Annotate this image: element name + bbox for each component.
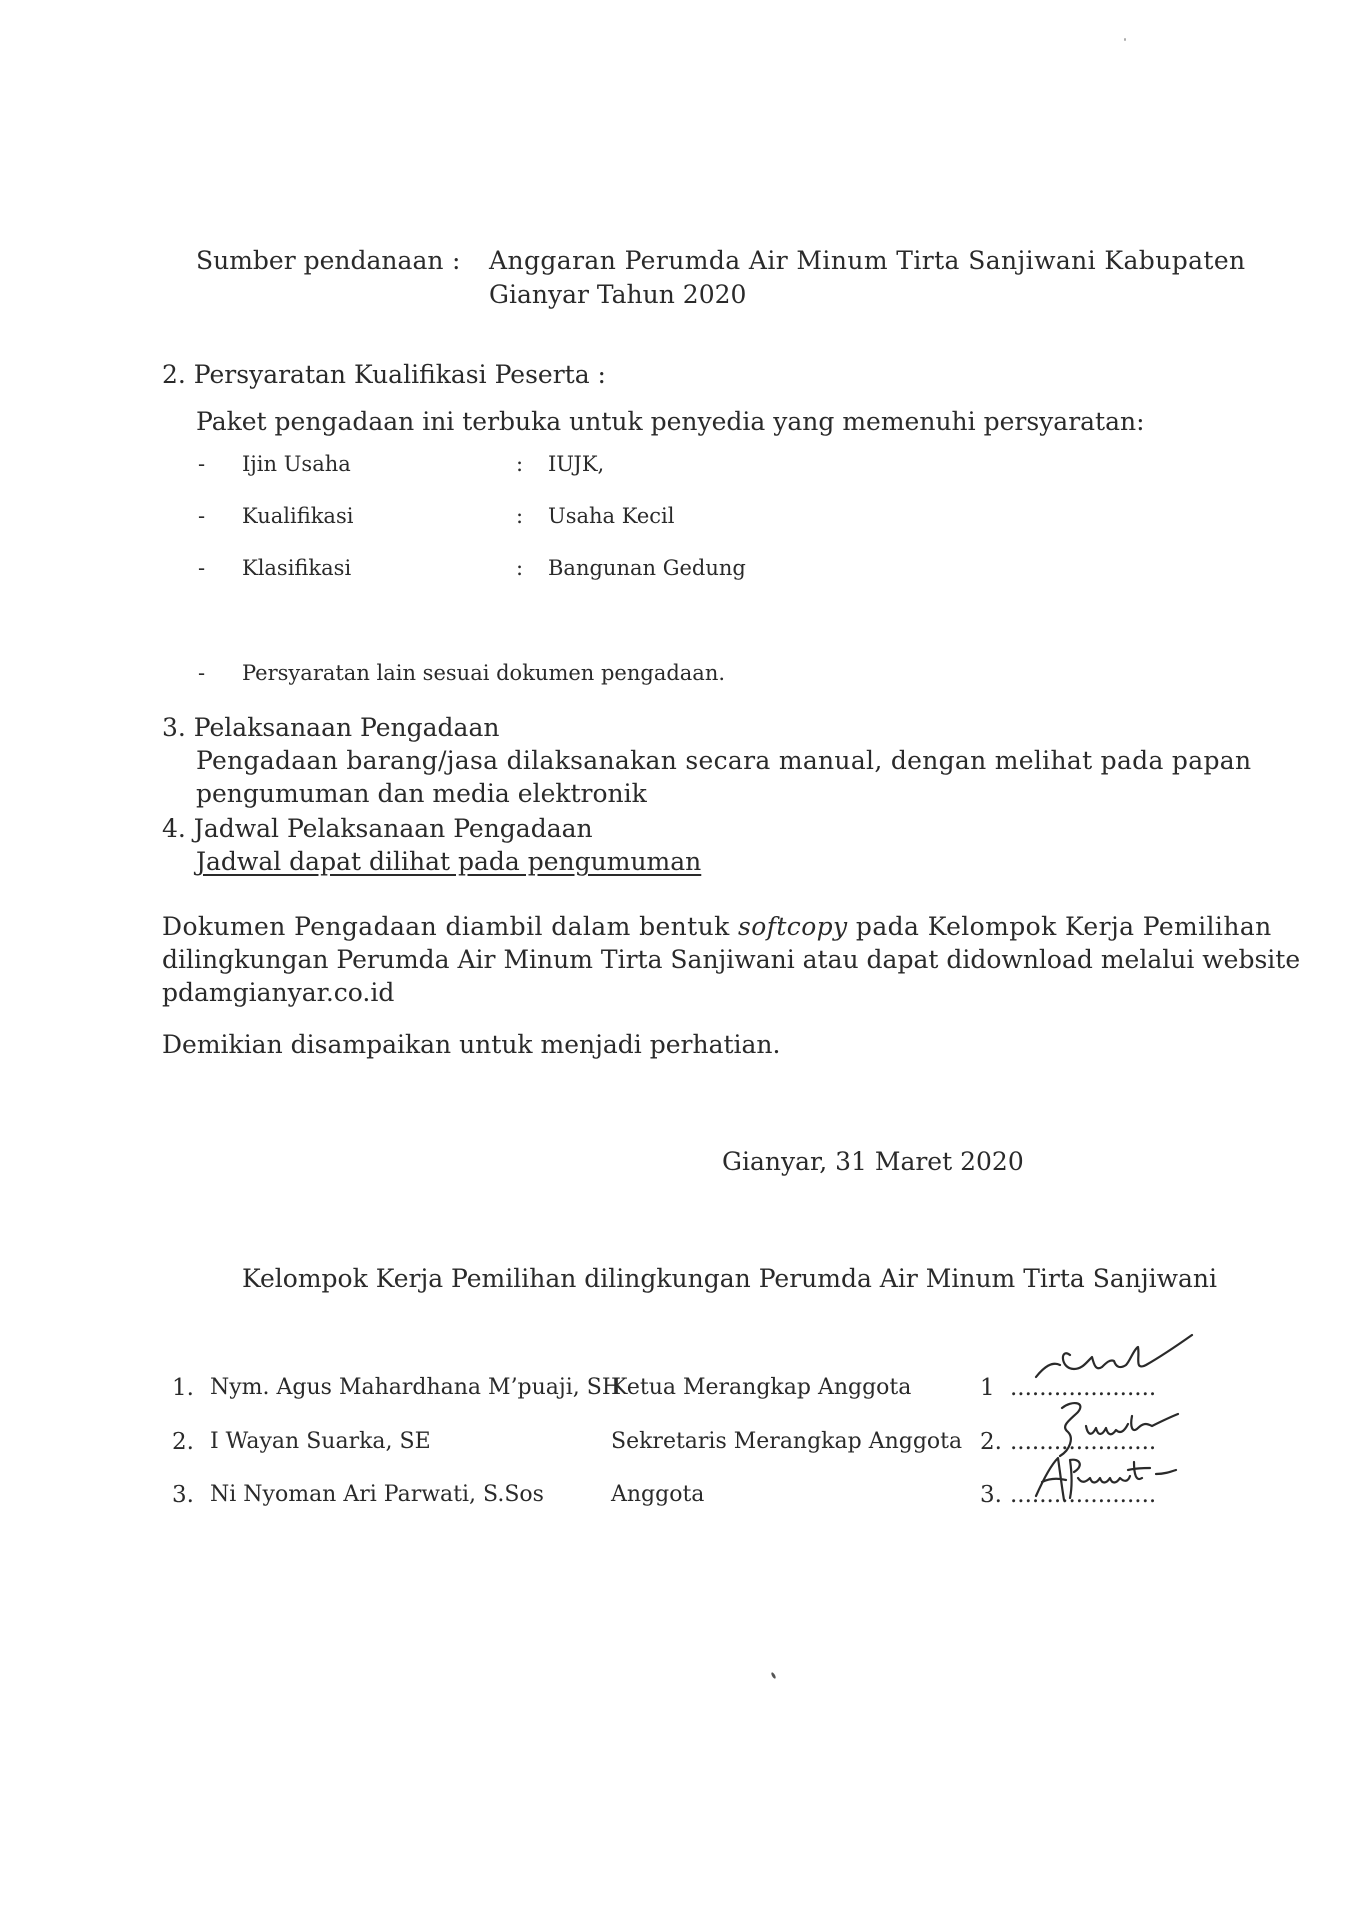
member-name: I Wayan Suarka, SE xyxy=(210,1429,431,1454)
document-date: Gianyar, 31 Maret 2020 xyxy=(722,1147,1024,1176)
signature-3-image xyxy=(1020,1448,1200,1512)
scan-speck xyxy=(1124,38,1126,41)
member-name: Nym. Agus Mahardhana M’puaji, SH xyxy=(210,1375,622,1400)
signature-1-image xyxy=(1030,1325,1200,1395)
requirement-colon: : xyxy=(516,504,524,528)
requirement-colon: : xyxy=(516,556,524,580)
section3-heading: 3. Pelaksanaan Pengadaan xyxy=(162,713,500,742)
signature-number: 1 xyxy=(980,1375,995,1401)
requirement-extra: Persyaratan lain sesuai dokumen pengadaan. xyxy=(242,661,726,685)
list-bullet: - xyxy=(198,452,206,476)
document-note-post: pada Kelompok Kerja Pemilihan xyxy=(847,912,1272,941)
closing-text: Demikian disampaikan untuk menjadi perhatian. xyxy=(162,1030,781,1059)
section2-heading: 2. Persyaratan Kualifikasi Peserta : xyxy=(162,360,606,389)
requirement-label: Kualifikasi xyxy=(242,504,354,528)
document-note-line3: pdamgianyar.co.id xyxy=(162,978,395,1007)
member-number: 1. xyxy=(172,1375,194,1401)
funding-value-line2: Gianyar Tahun 2020 xyxy=(489,280,747,309)
funding-value-line1: Anggaran Perumda Air Minum Tirta Sanjiwani Kabupaten xyxy=(489,246,1246,275)
requirement-label: Ijin Usaha xyxy=(242,452,351,476)
member-role: Sekretaris Merangkap Anggota xyxy=(611,1429,963,1454)
signature-number: 2. xyxy=(980,1429,1002,1455)
member-role: Anggota xyxy=(611,1482,705,1507)
signature-dots: .................... xyxy=(1010,1482,1157,1508)
member-role: Ketua Merangkap Anggota xyxy=(611,1375,912,1400)
section4-text: Jadwal dapat dilihat pada pengumuman xyxy=(196,847,702,876)
funding-colon: : xyxy=(452,246,461,275)
funding-label: Sumber pendanaan xyxy=(196,246,444,275)
scan-speck xyxy=(770,1672,776,1680)
signature-number: 3. xyxy=(980,1482,1002,1508)
section3-line2: pengumuman dan media elektronik xyxy=(196,779,647,808)
document-note-italic: softcopy xyxy=(738,912,848,941)
section3-line1: Pengadaan barang/jasa dilaksanakan secara manual, dengan melihat pada papan xyxy=(196,746,1252,775)
requirement-value: IUJK, xyxy=(548,452,605,476)
list-bullet: - xyxy=(198,504,206,528)
requirement-value: Bangunan Gedung xyxy=(548,556,746,580)
section4-heading: 4. Jadwal Pelaksanaan Pengadaan xyxy=(162,814,593,843)
list-bullet: - xyxy=(198,556,206,580)
document-note-line2: dilingkungan Perumda Air Minum Tirta Sanjiwani atau dapat didownload melalui website xyxy=(162,945,1301,974)
document-note-pre: Dokumen Pengadaan diambil dalam bentuk xyxy=(162,912,739,941)
requirement-value: Usaha Kecil xyxy=(548,504,675,528)
member-name: Ni Nyoman Ari Parwati, S.Sos xyxy=(210,1482,544,1507)
document-note-line1 xyxy=(162,912,1272,941)
member-number: 3. xyxy=(172,1482,194,1508)
section2-intro: Paket pengadaan ini terbuka untuk penyedia yang memenuhi persyaratan: xyxy=(196,407,1145,436)
requirement-label: Klasifikasi xyxy=(242,556,352,580)
committee-title: Kelompok Kerja Pemilihan dilingkungan Perumda Air Minum Tirta Sanjiwani xyxy=(242,1264,1217,1293)
member-number: 2. xyxy=(172,1429,194,1455)
requirement-colon: : xyxy=(516,452,524,476)
signature-dots: .................... xyxy=(1010,1429,1157,1455)
signature-dots: .................... xyxy=(1010,1375,1157,1401)
list-bullet: - xyxy=(198,661,206,685)
